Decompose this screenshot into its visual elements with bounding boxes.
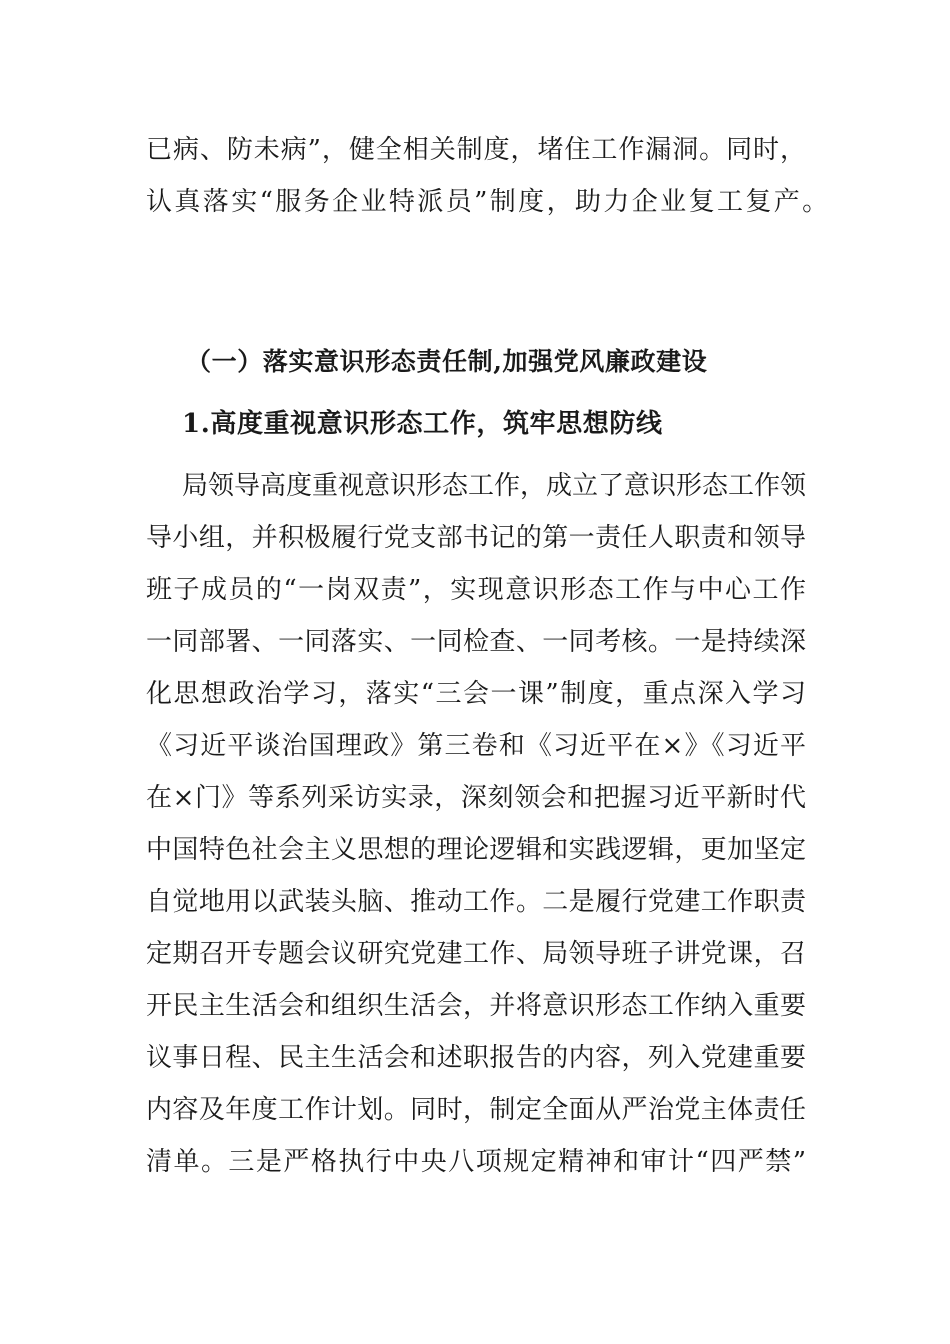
body-line-12: 议事日程、民主生活会和述职报告的内容，列入党建重要	[146, 1043, 806, 1073]
body-line-7: 在×门》等系列采访实录，深刻领会和把握习近平新时代	[146, 783, 806, 813]
body-line-6: 《习近平谈治国理政》第三卷和《习近平在×》《习近平	[146, 731, 806, 761]
subsection-heading: 1.高度重视意识形态工作，筑牢思想防线	[182, 409, 663, 439]
section-heading: （一）落实意识形态责任制,加强党风廉政建设	[186, 347, 708, 376]
intro-line-1: 已病、防未病”，健全相关制度，堵住工作漏洞。同时，	[146, 135, 806, 165]
body-line-1: 局领导高度重视意识形态工作，成立了意识形态工作领	[182, 471, 807, 501]
body-line-9: 自觉地用以武装头脑、推动工作。二是履行党建工作职责	[146, 887, 806, 917]
body-line-4: 一同部署、一同落实、一同检查、一同考核。一是持续深	[146, 627, 806, 657]
body-line-11: 开民主生活会和组织生活会，并将意识形态工作纳入重要	[146, 991, 806, 1021]
body-line-8: 中国特色社会主义思想的理论逻辑和实践逻辑，更加坚定	[146, 835, 806, 865]
body-line-10: 定期召开专题会议研究党建工作、局领导班子讲党课，召	[146, 939, 806, 969]
body-line-5: 化思想政治学习，落实“三会一课”制度，重点深入学习	[146, 679, 806, 709]
body-line-3: 班子成员的“一岗双责”，实现意识形态工作与中心工作	[146, 575, 806, 605]
body-line-13: 内容及年度工作计划。同时，制定全面从严治党主体责任	[146, 1095, 806, 1125]
body-line-2: 导小组，并积极履行党支部书记的第一责任人职责和领导	[146, 523, 806, 553]
body-line-14: 清单。三是严格执行中央八项规定精神和审计“四严禁”	[146, 1147, 806, 1177]
intro-line-2: 认真落实“服务企业特派员”制度，助力企业复工复产。	[146, 187, 831, 217]
